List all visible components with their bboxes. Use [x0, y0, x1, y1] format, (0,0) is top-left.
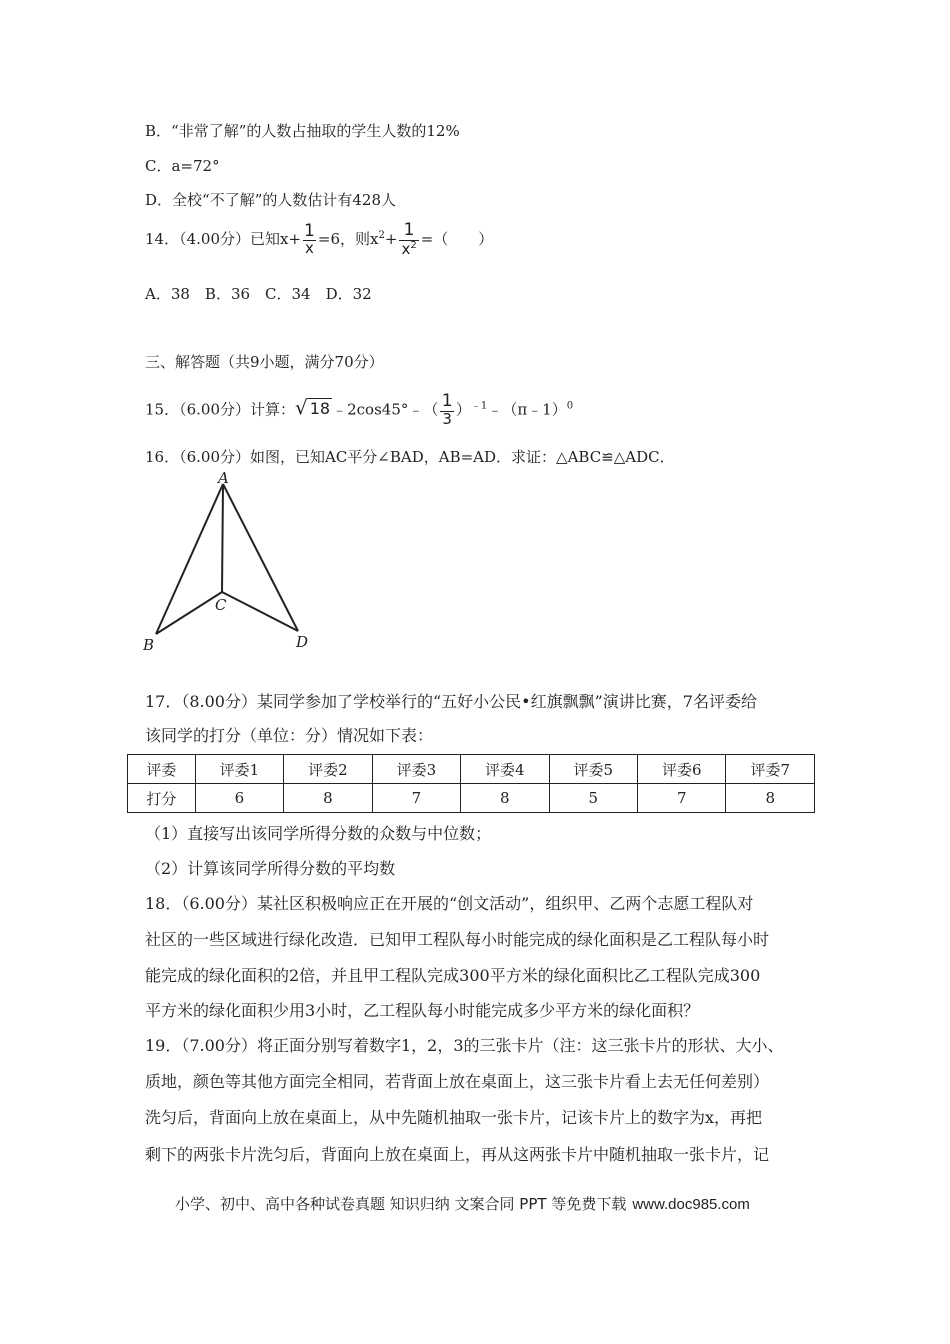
q19-line-3: 洗匀后，背面向上放在桌面上，从中先随机抽取一张卡片，记该卡片上的数字为x，再把 [145, 1108, 763, 1127]
q16-stem: 16．（6.00分）如图，已知AC平分∠BAD，AB=AD．求证：△ABC≌△ADC． [145, 448, 675, 466]
q19-line-1: 19．（7.00分）将正面分别写着数字1，2，3的三张卡片（注：这三张卡片的形状、大小、 [145, 1036, 784, 1055]
q14-fraction-1 [303, 220, 316, 258]
segment-cd [222, 592, 298, 631]
page-footer [175, 1193, 750, 1214]
q17-line-1: 17．（8.00分）某同学参加了学校举行的“五好小公民•红旗飘飘”演讲比赛，7名评委给 [145, 692, 757, 711]
vertex-label-c: C [215, 596, 227, 614]
table-cell: 评委7 [726, 755, 815, 784]
q15-rest: ﹣（π﹣1） [487, 400, 567, 419]
footer-url[interactable]: www.doc985.com [632, 1196, 750, 1213]
q14-frac2-denominator [399, 240, 418, 258]
table-cell: 评委 [128, 755, 196, 784]
q13-option-c: C．a=72° [145, 157, 220, 175]
q14-prefix: 14．（4.00分）已知x+ [145, 229, 302, 248]
vertex-label-b: B [143, 636, 155, 654]
footer-text: 小学、初中、高中各种试卷真题 知识归纳 文案合同 PPT 等免费下载 [175, 1195, 627, 1213]
q18-line-2: 社区的一些区域进行绿化改造．已知甲工程队每小时能完成的绿化面积是乙工程队每小时 [145, 930, 770, 949]
q15-frac-numerator: 1 [441, 391, 453, 411]
table-cell: 评委1 [195, 755, 283, 784]
q17-sub-1: （1）直接写出该同学所得分数的众数与中位数； [145, 824, 492, 843]
q14-frac1-numerator: 1 [304, 220, 315, 241]
q14-plus: + [384, 229, 398, 248]
q14-fraction-2 [399, 222, 418, 258]
table-row [128, 784, 815, 813]
vertex-label-d: D [296, 633, 309, 651]
q15-prefix: 15．（6.00分）计算： [145, 400, 295, 419]
table-cell: 评委3 [372, 755, 460, 784]
section-3-heading: 三、解答题（共9小题，满分70分） [145, 353, 384, 371]
q15-radicand: 18 [309, 399, 331, 419]
q14-options: A．38 B．36 C．34 D．32 [145, 285, 372, 303]
q14-suffix: =（ ） [420, 229, 494, 248]
table-cell: 评委4 [461, 755, 549, 784]
table-cell: 8 [284, 784, 372, 813]
q15-middle: ﹣2cos45°﹣（ [332, 400, 439, 419]
q17-sub-2: （2）计算该同学所得分数的平均数 [145, 859, 396, 878]
q14-frac1-denominator: x [305, 239, 314, 258]
q14-stem [145, 222, 493, 258]
q15-frac-denominator: 3 [442, 409, 452, 428]
table-row [128, 755, 815, 784]
q16-triangle-figure [140, 470, 320, 659]
q19-line-4: 剩下的两张卡片洗匀后，背面向上放在桌面上，再从这两张卡片中随机抽取一张卡片，记 [145, 1145, 770, 1164]
q13-option-b: B．“非常了解”的人数占抽取的学生人数的12% [145, 122, 460, 140]
q15-paren-close: ） [455, 400, 471, 419]
q17-line-2: 该同学的打分（单位：分）情况如下表： [145, 726, 434, 745]
table-cell: 打分 [128, 784, 196, 813]
table-cell: 评委5 [549, 755, 637, 784]
q15-exponent-neg1: ﹣1 [470, 400, 488, 412]
table-cell: 6 [195, 784, 283, 813]
table-cell: 评委6 [638, 755, 726, 784]
table-cell: 7 [638, 784, 726, 813]
q13-option-d: D．全校“不了解”的人数估计有428人 [145, 191, 396, 209]
q15-fraction [440, 393, 454, 428]
table-cell: 评委2 [284, 755, 372, 784]
segment-ad [223, 484, 298, 631]
q18-line-1: 18．（6.00分）某社区积极响应正在开展的“创文活动”，组织甲、乙两个志愿工程队对 [145, 894, 754, 913]
table-cell: 5 [549, 784, 637, 813]
q14-frac2-den-base: x [401, 239, 411, 258]
table-cell: 8 [461, 784, 549, 813]
q17-score-table [127, 754, 815, 813]
q18-line-3: 能完成的绿化面积的2倍，并且甲工程队完成300平方米的绿化面积比乙工程队完成300 [145, 966, 761, 985]
q14-frac2-numerator: 1 [403, 220, 415, 240]
q18-line-4: 平方米的绿化面积少用3小时，乙工程队每小时能完成多少平方米的绿化面积？ [145, 1001, 700, 1020]
q16-figure-svg [140, 470, 320, 655]
q14-middle: =6，则x [317, 229, 379, 248]
vertex-label-a: A [218, 470, 229, 487]
q15-exponent-0: 0 [566, 400, 574, 412]
q15-stem [145, 393, 573, 428]
q14-frac2-den-exponent: 2 [410, 239, 417, 251]
table-cell: 8 [726, 784, 815, 813]
table-cell: 7 [372, 784, 460, 813]
q19-line-2: 质地，颜色等其他方面完全相同，若背面上放在桌面上，这三张卡片看上去无任何差别） [145, 1072, 770, 1091]
segment-ac [222, 484, 223, 592]
sqrt-symbol: √ [295, 395, 308, 420]
q14-square-exponent: 2 [378, 229, 385, 241]
